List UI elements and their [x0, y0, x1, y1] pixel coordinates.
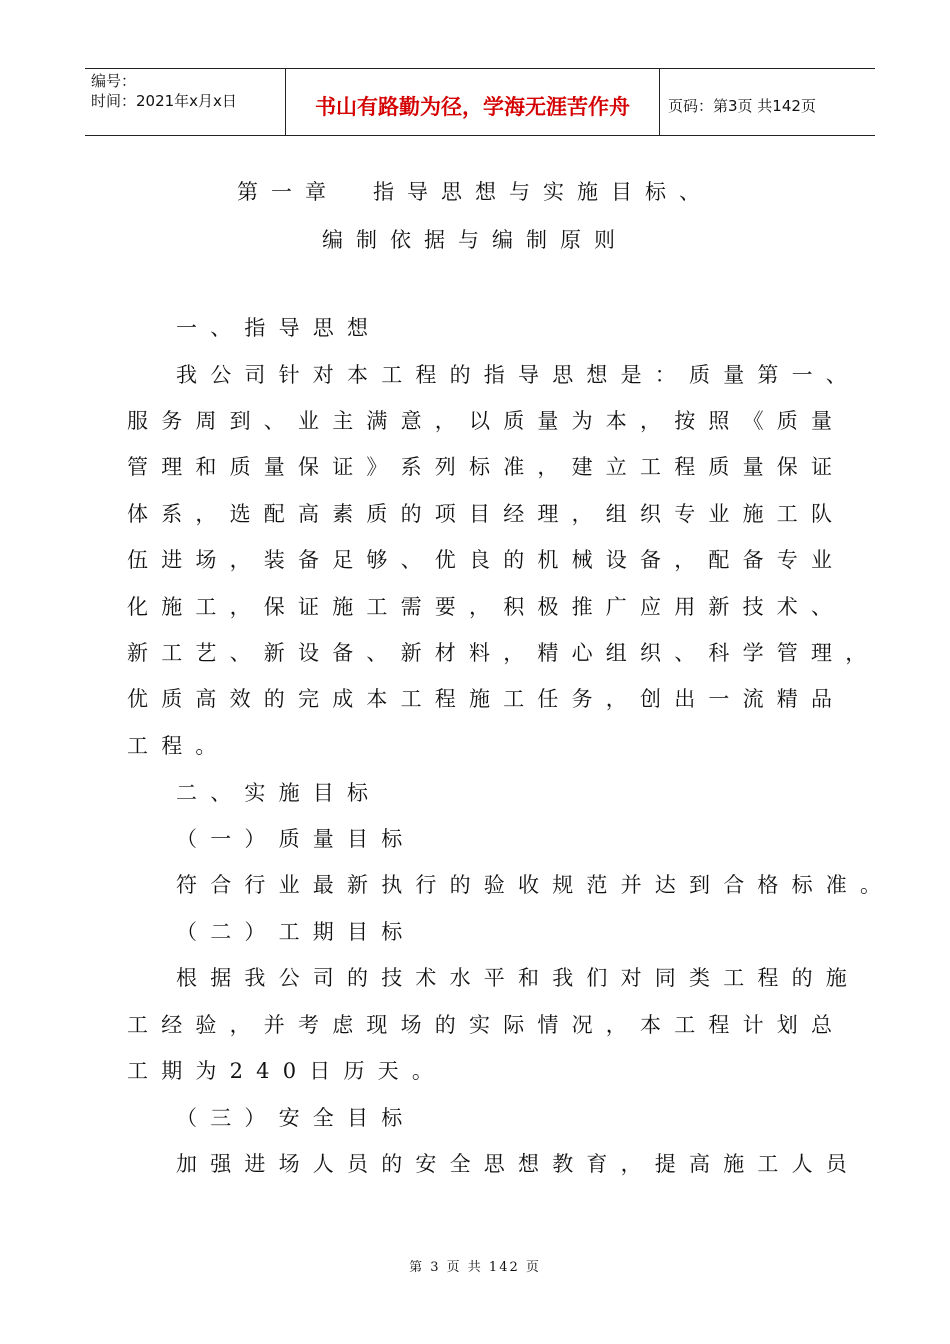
section-heading: 二、实施目标 [176, 781, 382, 805]
page-info: 页码：第3页 共142页 [668, 96, 816, 115]
paragraph-line: 优质高效的完成本工程施工任务，创出一流精品 [127, 687, 846, 711]
paragraph-line: 服务周到、业主满意，以质量为本，按照《质量 [127, 409, 846, 433]
motto-text: 书山有路勤为径，学海无涯苦作舟 [315, 95, 630, 119]
paragraph-line: 伍进场，装备足够、优良的机械设备，配备专业 [127, 548, 846, 572]
chapter-title-line2: 编制依据与编制原则 [322, 228, 628, 252]
paragraph-line: 体系，选配高素质的项目经理，组织专业施工队 [127, 502, 846, 526]
paragraph-line: 我公司针对本工程的指导思想是：质量第一、 [176, 363, 860, 387]
time-label: 时间：2021年x月x日 [91, 92, 237, 110]
paragraph-line: 新工艺、新设备、新材料，精心组织、科学管理， [127, 641, 880, 665]
section-heading: 一、指导思想 [176, 316, 382, 340]
chapter-title-line1: 第一章 指导思想与实施目标、 [237, 180, 713, 204]
paragraph-line: 工程。 [127, 734, 230, 758]
header-motto-cell [286, 69, 660, 135]
page-header [85, 68, 875, 136]
number-label: 编号： [91, 72, 137, 90]
paragraph-line: 工经验，并考虑现场的实际情况，本工程计划总 [127, 1013, 846, 1037]
paragraph-line: 根据我公司的技术水平和我们对同类工程的施 [176, 966, 860, 990]
paragraph-line: 符合行业最新执行的验收规范并达到合格标准。 [176, 873, 895, 897]
paragraph-line: 工期为240日历天。 [127, 1059, 447, 1083]
subsection-heading: （二）工期目标 [176, 920, 416, 944]
paragraph-line: 管理和质量保证》系列标准，建立工程质量保证 [127, 455, 846, 479]
paragraph-line: 加强进场人员的安全思想教育，提高施工人员 [176, 1152, 860, 1176]
paragraph-line: 化施工，保证施工需要，积极推广应用新技术、 [127, 595, 846, 619]
subsection-heading: （三）安全目标 [176, 1106, 416, 1130]
header-meta [85, 69, 286, 135]
subsection-heading: （一）质量目标 [176, 827, 416, 851]
page-footer: 第 3 页 共 142 页 [409, 1260, 541, 1275]
header-page-cell [660, 69, 875, 135]
